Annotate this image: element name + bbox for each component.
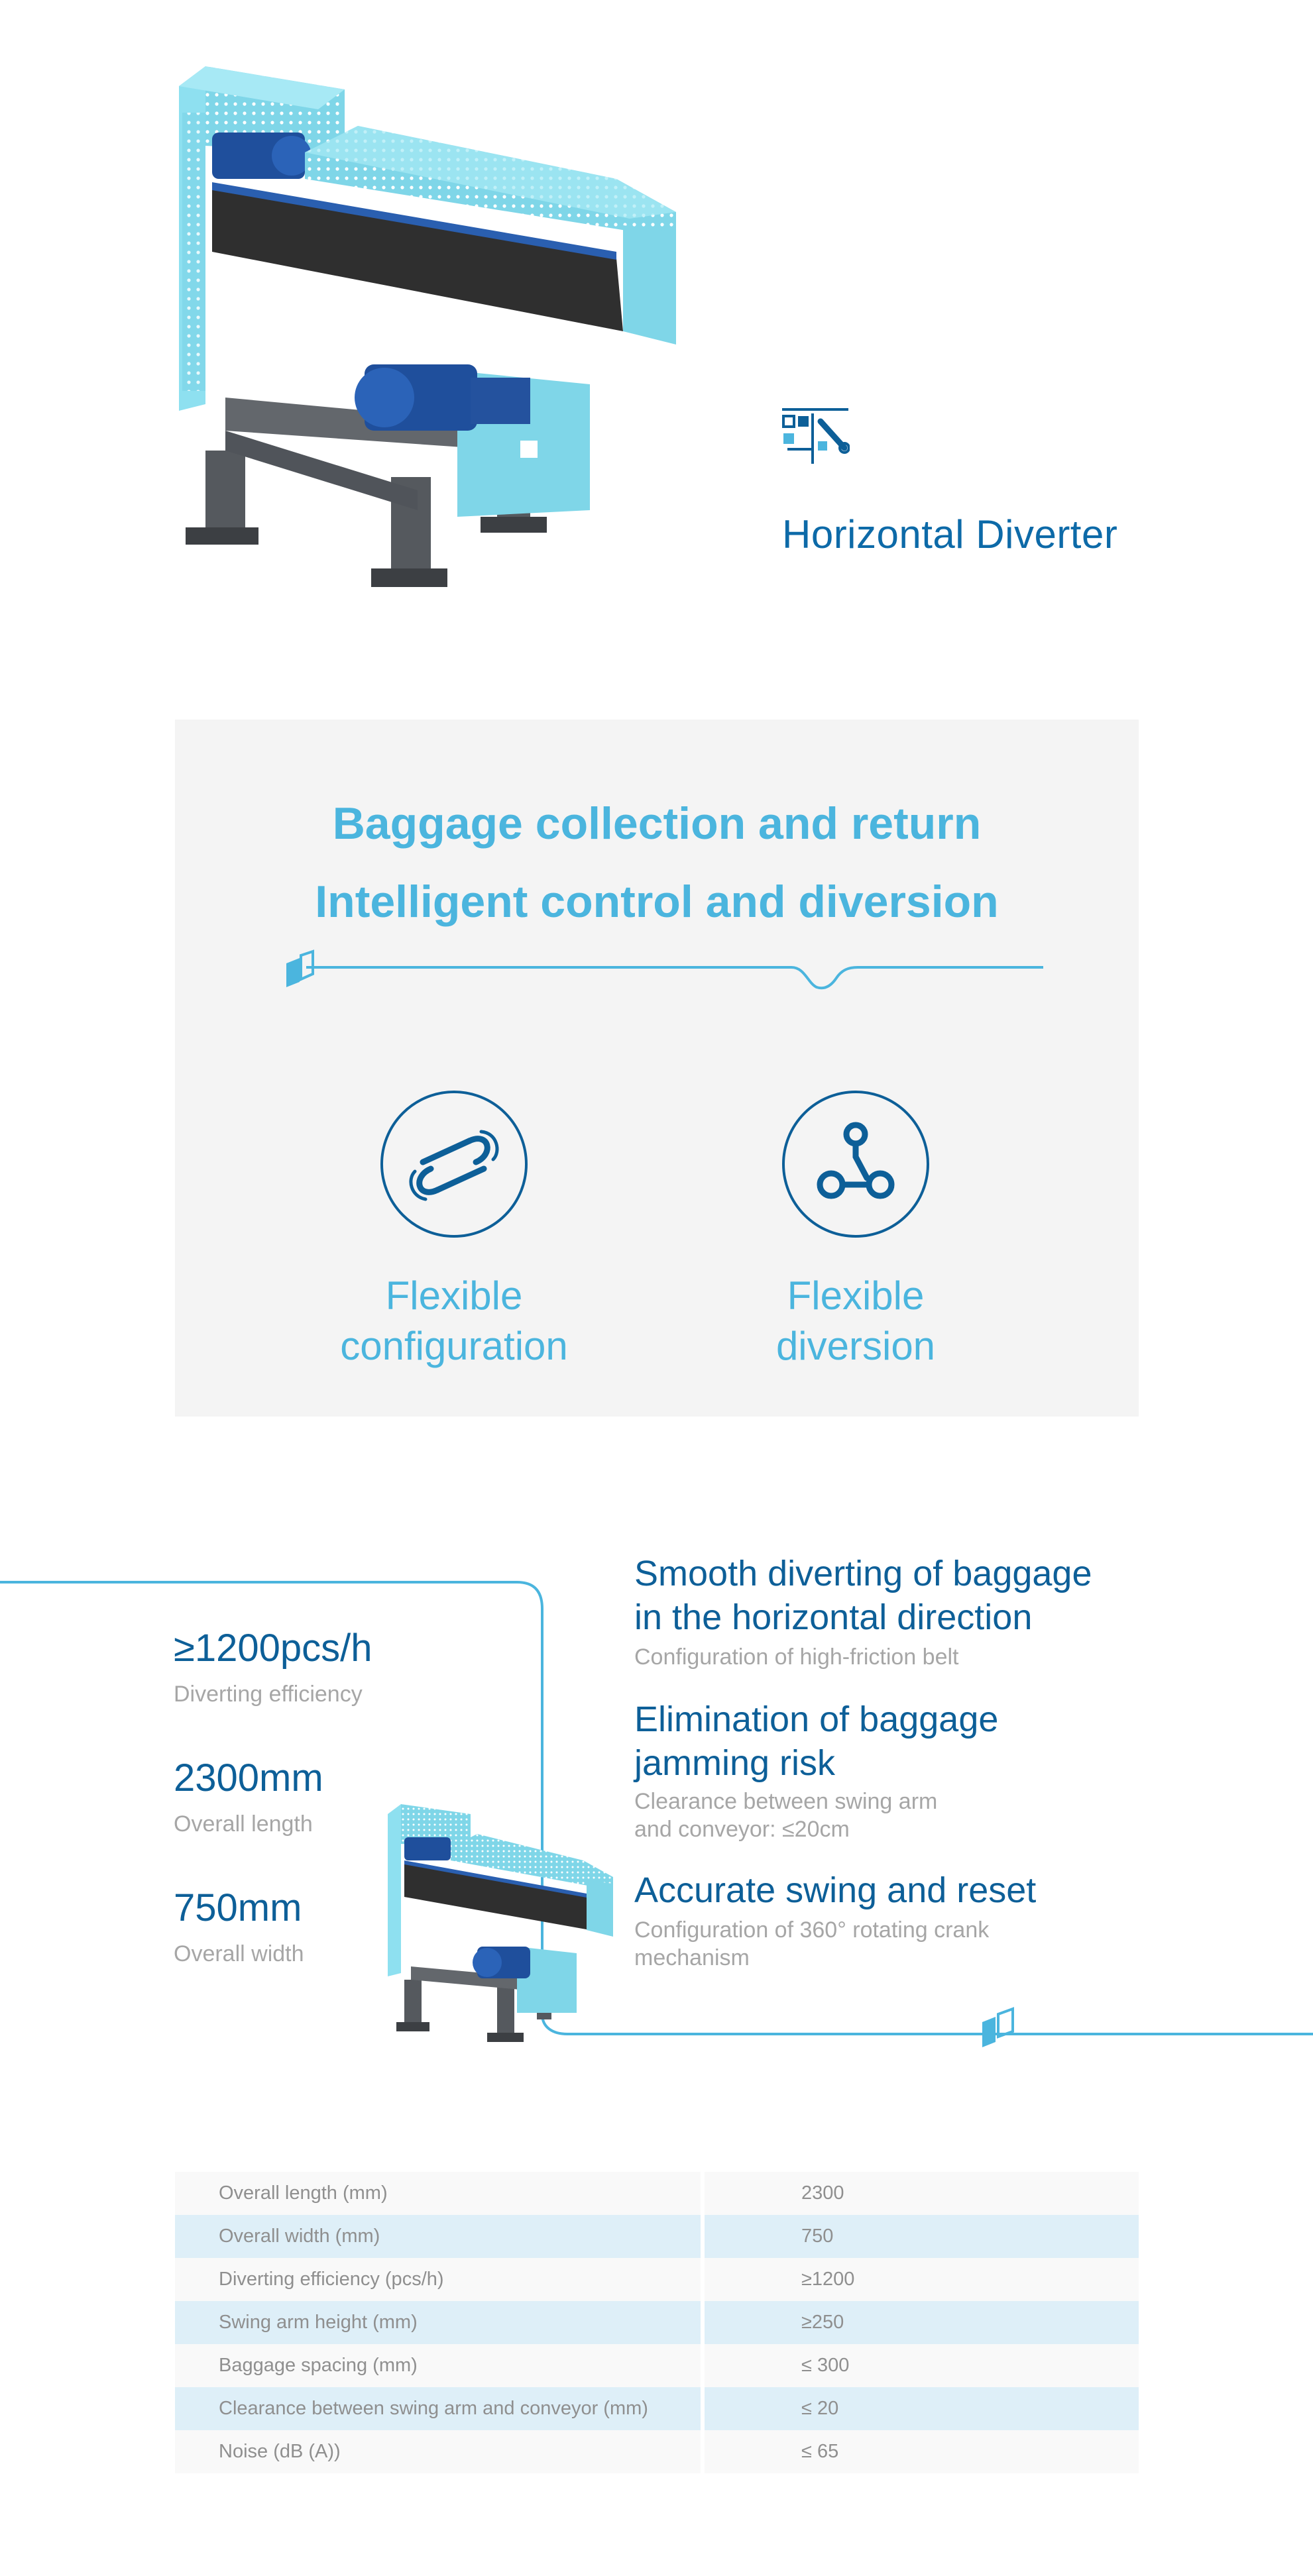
- feature-heading-2: Intelligent control and diversion: [315, 877, 999, 927]
- feature-label-line: configuration: [340, 1324, 568, 1368]
- benefit-title-swing-reset: [634, 1868, 1036, 1912]
- benefit-title-line: Elimination of baggage: [634, 1699, 999, 1739]
- benefit-title-line: in the horizontal direction: [634, 1597, 1033, 1637]
- benefit-title-jamming: [634, 1697, 998, 1785]
- metric-value-length: 2300mm: [174, 1756, 323, 1799]
- table-row: [175, 2258, 1139, 2301]
- table-row: [175, 2172, 1139, 2215]
- metric-label-width: Overall width: [174, 1941, 304, 1966]
- spec-machine-image: [384, 1801, 616, 2046]
- benefit-desc-line: mechanism: [634, 1945, 750, 1970]
- benefit-title-line: Accurate swing and reset: [634, 1870, 1037, 1910]
- decorative-divider: [281, 949, 1050, 1008]
- table-value: ≤ 65: [703, 2430, 1139, 2473]
- table-key: Overall width (mm): [175, 2215, 703, 2258]
- table-row: [175, 2430, 1139, 2473]
- benefit-desc-jamming: [634, 1788, 937, 1843]
- diverter-logo-icon: [781, 407, 850, 466]
- spec-table: [175, 2172, 1139, 2473]
- table-key: Clearance between swing arm and conveyor (mm): [175, 2387, 703, 2430]
- table-row: [175, 2301, 1139, 2344]
- table-row: [175, 2344, 1139, 2387]
- table-value: 2300: [703, 2172, 1139, 2215]
- feature-label-line: diversion: [775, 1324, 936, 1368]
- table-row: [175, 2215, 1139, 2258]
- flexible-configuration-icon: [380, 1091, 528, 1238]
- benefit-desc-swing-reset: [634, 1916, 989, 1972]
- feature-heading-1: Baggage collection and return: [332, 798, 982, 849]
- metric-label-length: Overall length: [174, 1811, 313, 1837]
- benefit-desc-line: and conveyor: ≤20cm: [634, 1817, 850, 1842]
- feature-label-line: Flexible: [385, 1273, 523, 1318]
- metric-value-efficiency: ≥1200pcs/h: [174, 1627, 372, 1670]
- metric-label-efficiency: Diverting efficiency: [174, 1682, 363, 1707]
- table-value: ≤ 300: [703, 2344, 1139, 2387]
- benefit-desc-smooth-diverting: [634, 1643, 959, 1671]
- table-value: 750: [703, 2215, 1139, 2258]
- table-key: Diverting efficiency (pcs/h): [175, 2258, 703, 2301]
- features-panel: [175, 720, 1139, 1417]
- benefit-desc-line: Configuration of high-friction belt: [634, 1644, 959, 1670]
- metric-value-width: 750mm: [174, 1886, 302, 1929]
- table-value: ≥1200: [703, 2258, 1139, 2301]
- benefit-title-smooth-diverting: [634, 1552, 1092, 1639]
- feature-label-configuration: [298, 1271, 610, 1371]
- page-title: Horizontal Diverter: [782, 512, 1118, 557]
- hero-machine-image: [166, 53, 696, 596]
- table-key: Swing arm height (mm): [175, 2301, 703, 2344]
- feature-label-line: Flexible: [787, 1273, 925, 1318]
- benefit-title-line: jamming risk: [634, 1743, 836, 1783]
- benefit-desc-line: Configuration of 360° rotating crank: [634, 1917, 990, 1943]
- feature-label-diversion: [700, 1271, 1011, 1371]
- benefit-desc-line: Clearance between swing arm: [634, 1789, 938, 1814]
- table-row: [175, 2387, 1139, 2430]
- table-key: Baggage spacing (mm): [175, 2344, 703, 2387]
- table-key: Noise (dB (A)): [175, 2430, 703, 2473]
- table-value: ≥250: [703, 2301, 1139, 2344]
- benefit-title-line: Smooth diverting of baggage: [634, 1554, 1092, 1593]
- table-value: ≤ 20: [703, 2387, 1139, 2430]
- table-key: Overall length (mm): [175, 2172, 703, 2215]
- flexible-diversion-icon: [782, 1091, 929, 1238]
